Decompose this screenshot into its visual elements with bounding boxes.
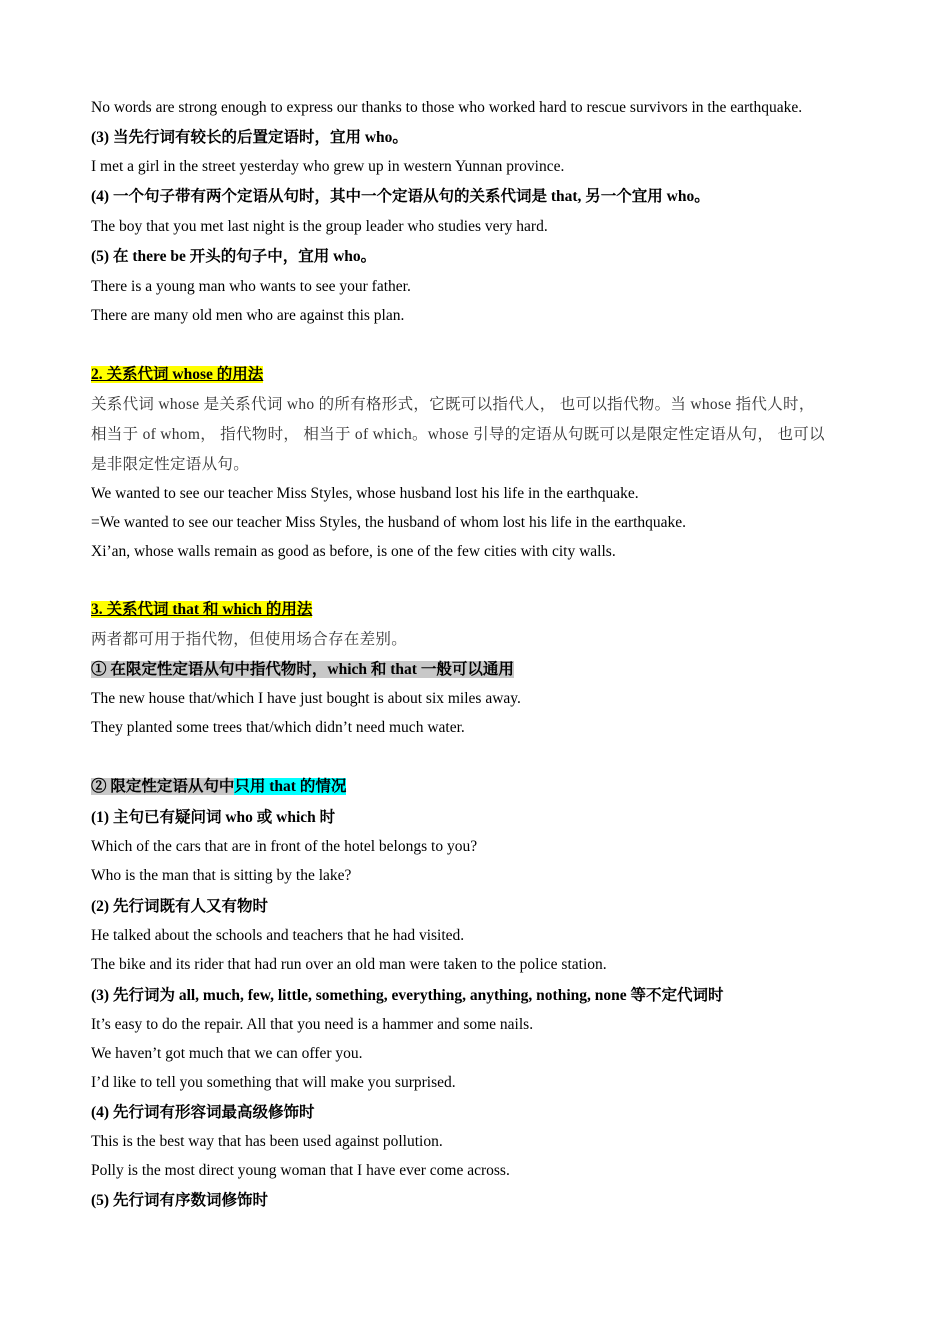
section-heading-whose [91, 365, 263, 385]
example-sentence: Which of the cars that are in front of the hotel belongs to you? [91, 838, 478, 855]
section-heading-that-which [91, 600, 312, 620]
example-sentence: They planted some trees that/which didn’t need much water. [91, 719, 465, 736]
rule-heading: (5) 先行词有序数词修饰时 [91, 1192, 268, 1209]
rule-heading: (4) 一个句子带有两个定语从句时，其中一个定语从句的关系代词是 that, 另一个宜用 who。 [91, 188, 710, 205]
example-sentence: It’s easy to do the repair. All that you need is a hammer and some nails. [91, 1016, 534, 1033]
gray-highlight: ① 在限定性定语从句中指代物时，which 和 that 一般可以通用 [91, 661, 514, 678]
example-sentence: =We wanted to see our teacher Miss Styles, the husband of whom lost his life in the earthquake. [91, 514, 687, 531]
explanation-text: 相当于 of whom， 指代物时， 相当于 of which。whose 引导的定语从句既可以是限定性定语从句， 也可以 [91, 426, 825, 443]
gray-highlight: ② 限定性定语从句中 [91, 778, 235, 795]
example-sentence: No words are strong enough to express our thanks to those who worked hard to rescue survivors in the earthquake. [91, 99, 803, 116]
example-sentence: I’d like to tell you something that will make you surprised. [91, 1074, 456, 1091]
cyan-highlight: 只用 that 的情况 [234, 778, 347, 795]
example-sentence: This is the best way that has been used against pollution. [91, 1133, 443, 1150]
highlighted-heading: 2. 关系代词 whose 的用法 [91, 366, 264, 383]
example-sentence: There are many old men who are against this plan. [91, 307, 405, 324]
explanation-text: 两者都可用于指代物，但使用场合存在差别。 [91, 631, 408, 648]
example-sentence: The bike and its rider that had run over an old man were taken to the police station. [91, 956, 607, 973]
explanation-text: 关系代词 whose 是关系代词 who 的所有格形式，它既可以指代人， 也可以指代物。当 whose 指代人时， [91, 396, 815, 413]
example-sentence: Polly is the most direct young woman that I have ever come across. [91, 1162, 510, 1179]
rule-heading: (5) 在 there be 开头的句子中，宜用 who。 [91, 248, 377, 265]
example-sentence: Who is the man that is sitting by the lake? [91, 867, 352, 884]
explanation-text: 是非限定性定语从句。 [91, 456, 250, 473]
example-sentence: The boy that you met last night is the group leader who studies very hard. [91, 218, 548, 235]
rule-heading: (3) 当先行词有较长的后置定语时，宜用 who。 [91, 129, 408, 146]
example-sentence: We haven’t got much that we can offer you. [91, 1045, 363, 1062]
example-sentence: There is a young man who wants to see your father. [91, 278, 411, 295]
rule-heading: (3) 先行词为 all, much, few, little, something, everything, anything, nothing, none 等不定代词时 [91, 987, 724, 1004]
highlighted-heading: 3. 关系代词 that 和 which 的用法 [91, 601, 313, 618]
example-sentence: The new house that/which I have just bought is about six miles away. [91, 690, 521, 707]
example-sentence: We wanted to see our teacher Miss Styles, whose husband lost his life in the earthquake. [91, 485, 639, 502]
rule-heading: (4) 先行词有形容词最高级修饰时 [91, 1104, 315, 1121]
example-sentence: I met a girl in the street yesterday who grew up in western Yunnan province. [91, 158, 565, 175]
example-sentence: Xi’an, whose walls remain as good as before, is one of the few cities with city walls. [91, 543, 616, 560]
subsection-heading [91, 660, 514, 680]
rule-heading: (1) 主句已有疑问词 who 或 which 时 [91, 809, 336, 826]
example-sentence: He talked about the schools and teachers that he had visited. [91, 927, 465, 944]
rule-heading: (2) 先行词既有人又有物时 [91, 898, 268, 915]
subsection-heading [91, 777, 346, 797]
